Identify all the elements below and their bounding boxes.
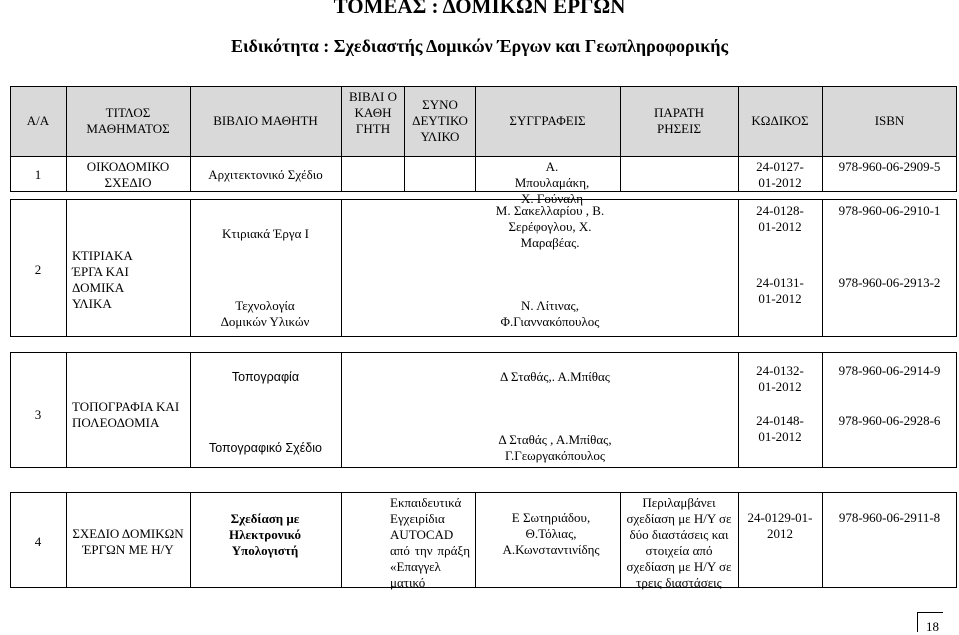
row-4-authors: Ε Σωτηριάδου, Θ.Τόλιας, Α.Κωνσταντινίδης [502, 510, 600, 557]
page-title: ΤΟΜΕΑΣ : ΔΟΜΙΚΩΝ ΕΡΓΩΝ [333, 0, 626, 18]
row-4-student-book: Σχεδίαση με Ηλεκτρονικό Υπολογιστή [229, 511, 301, 558]
row-2-authors-1: Μ. Σακελλαρίου , Β. Σερέφογλου, Χ. Μαραβέας. [495, 203, 605, 250]
row-4-remarks: Περιλαμβάνει σχεδίαση με Η/Υ σε δύο διαστάσεις και στοιχεία από σχεδίαση με Η/Υ σε τρεις διαστάσεις [626, 495, 732, 590]
row-3-isbn-2: 978-960-06-2928-6 [838, 413, 941, 428]
row-2-isbn-2: 978-960-06-2913-2 [838, 275, 941, 290]
row-1-student-book: Αρχιτεκτονικό Σχέδιο [208, 167, 323, 182]
row-3-course: ΤΟΠΟΓΡΑΦΙΑ ΚΑΙ ΠΟΛΕΟΔΟΜΙΑ [72, 399, 180, 430]
row-2-aa: 2 [34, 262, 42, 277]
row-1-authors: Α. Μπουλαμάκη, Χ. Γούναλη [514, 159, 590, 206]
row-4-supplementary: Εκπαιδευτικά Εγχειρίδια AUTOCAD από την πράξη «Επαγγελ ματικό [390, 495, 470, 590]
row-1-aa: 1 [34, 167, 42, 182]
row-1-isbn: 978-960-06-2909-5 [838, 159, 941, 174]
row-3-aa: 3 [34, 407, 42, 422]
header-supplementary: ΣΥΝΟ ΔΕΥΤΙΚΟ ΥΛΙΚΟ [412, 97, 468, 144]
row-2-book-2: Τεχνολογία Δομικών Υλικών [220, 298, 310, 329]
page-number: 18 [917, 612, 943, 632]
row-2-book-1: Κτιριακά Έργα Ι [221, 226, 310, 241]
row-2-code-1: 24-0128-01-2012 [756, 203, 804, 234]
header-student-book: ΒΙΒΛΙΟ ΜΑΘΗΤΗ [213, 113, 318, 128]
header-course-title: ΤΙΤΛΟΣ ΜΑΘΗΜΑΤΟΣ [86, 105, 170, 136]
row-4-aa: 4 [34, 534, 42, 549]
row-2-code-2: 24-0131-01-2012 [756, 275, 804, 306]
row-2-authors-2: Ν. Λίτινας, Φ.Γιαννακόπουλος [500, 298, 600, 329]
row-3-authors-2: Δ Σταθάς , Α.Μπίθας, Γ.Γεωργακόπουλος [498, 432, 612, 463]
header-isbn: ISBN [874, 113, 905, 128]
header-remarks: ΠΑΡΑΤΗ ΡΗΣΕΙΣ [653, 105, 705, 136]
row-3-book-1: Τοπογραφία [231, 370, 300, 384]
row-3-code-1: 24-0132-01-2012 [756, 363, 804, 394]
row-2-course: ΚΤΙΡΙΑΚΑ ΈΡΓΑ ΚΑΙ ΔΟΜΙΚΑ ΥΛΙΚΑ [72, 248, 133, 311]
row-3-authors-1: Δ Σταθάς,. Α.Μπίθας [500, 369, 610, 384]
row-2-isbn-1: 978-960-06-2910-1 [838, 203, 941, 218]
header-code: ΚΩΔΙΚΟΣ [751, 113, 809, 128]
row-3-book-2: Τοπογραφικό Σχέδιο [209, 441, 322, 455]
row-4-code: 24-0129-01-2012 [747, 510, 813, 541]
header-teacher-book: ΒΙΒΛΙ Ο ΚΑΘΗ ΓΗΤΗ [348, 89, 398, 136]
row-4-course: ΣΧΕΔΙΟ ΔΟΜΙΚΩΝ ΈΡΓΩΝ ΜΕ Η/Υ [72, 526, 184, 557]
row-3-code-2: 24-0148-01-2012 [756, 413, 804, 444]
header-authors: ΣΥΓΓΡΑΦΕΙΣ [509, 113, 586, 128]
row-1-course: ΟΙΚΟΔΟΜΙΚΟ ΣΧΕΔΙΟ [86, 159, 170, 190]
header-aa: Α/Α [26, 113, 50, 128]
page-subtitle: Ειδικότητα : Σχεδιαστής Δομικών Έργων και Γεωπληροφορικής [230, 36, 729, 56]
row-4-isbn: 978-960-06-2911-8 [838, 510, 941, 525]
row-3-isbn-1: 978-960-06-2914-9 [838, 363, 941, 378]
row-1-code: 24-0127-01-2012 [756, 159, 804, 190]
